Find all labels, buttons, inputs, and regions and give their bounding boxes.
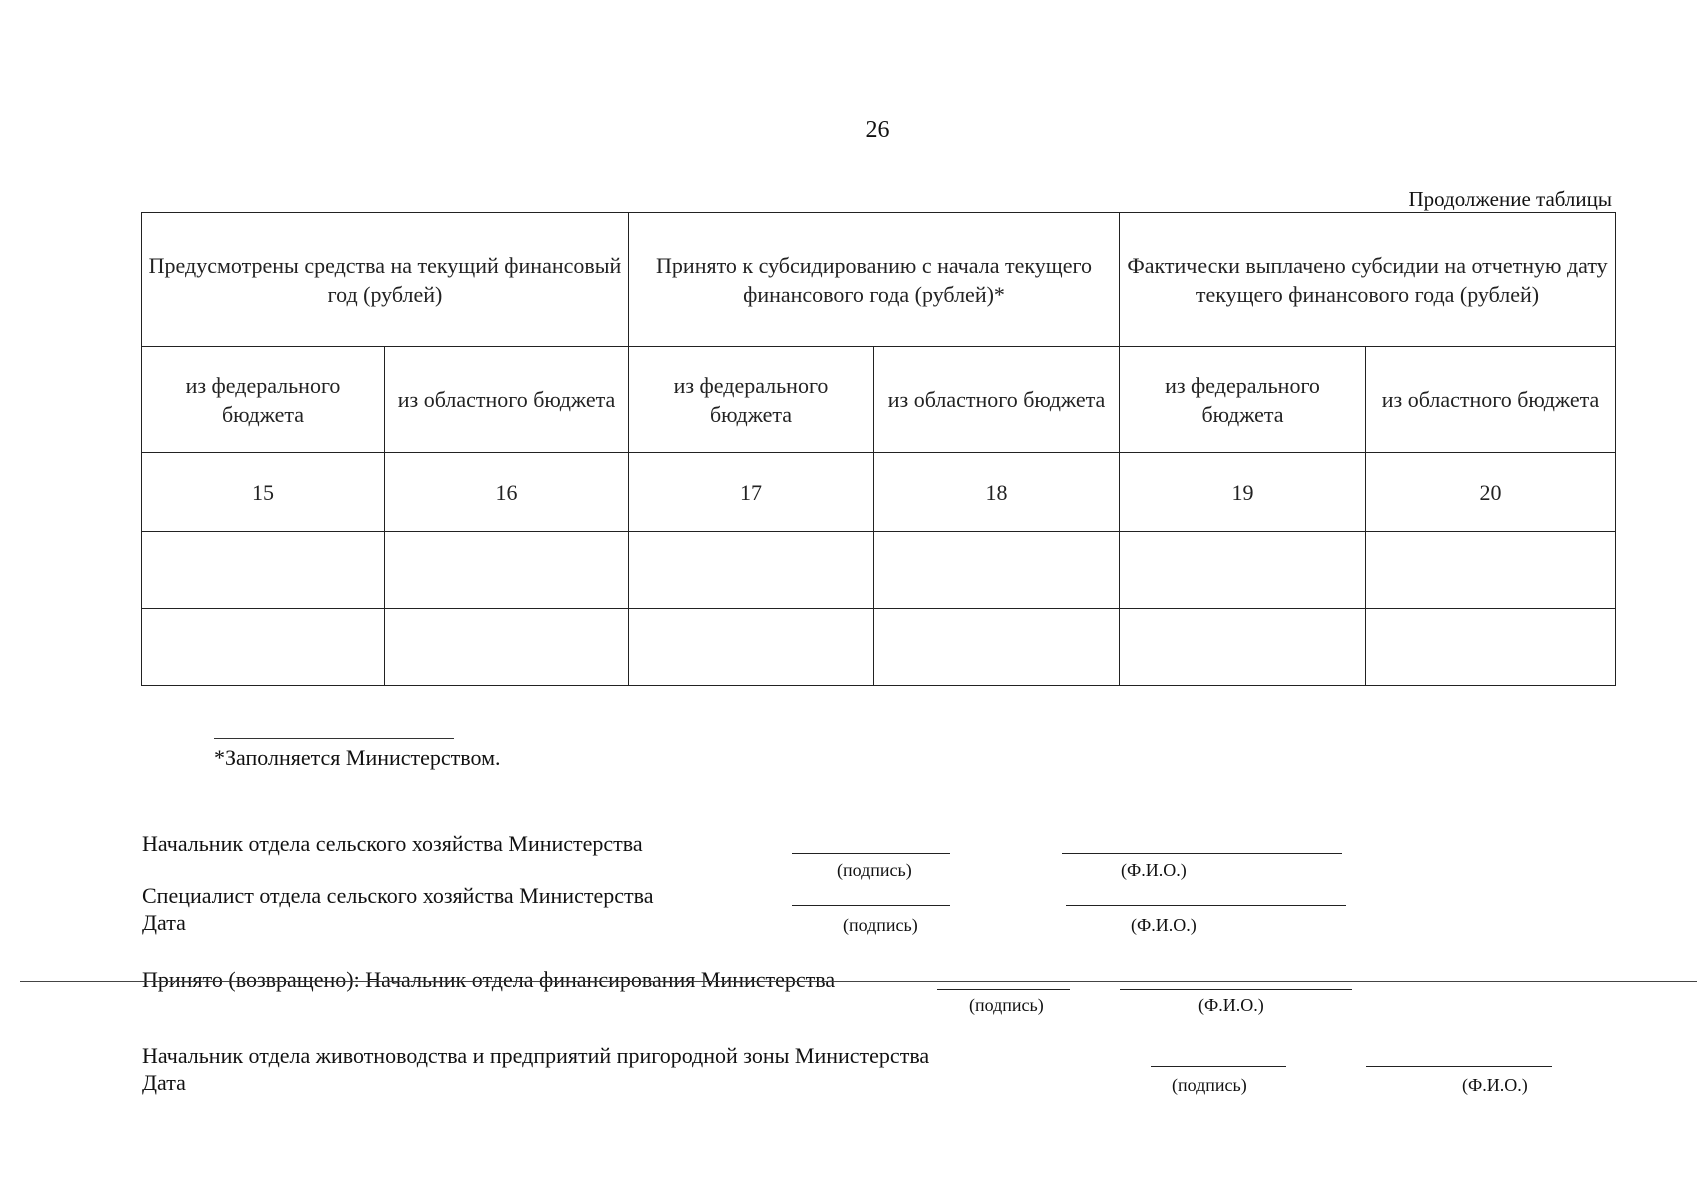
empty-cell — [1366, 609, 1616, 686]
column-number-row — [142, 453, 1616, 532]
subheader-cell: из федерального бюджета — [629, 347, 874, 453]
empty-cell — [1120, 609, 1366, 686]
empty-cell — [874, 532, 1120, 609]
empty-cell — [385, 532, 629, 609]
empty-cell — [874, 609, 1120, 686]
group-header-planned: Предусмотрены средства на текущий финансовый год (рублей) — [142, 213, 629, 347]
column-number: 16 — [385, 453, 629, 532]
table-row — [142, 532, 1616, 609]
footnote: *Заполняется Министерством. — [214, 745, 501, 770]
name-caption: (Ф.И.О.) — [1462, 1075, 1528, 1095]
name-line — [1120, 989, 1352, 990]
empty-cell — [1366, 532, 1616, 609]
date-label: Дата — [142, 910, 186, 935]
signer-role-finance-head: Принято (возвращено): Начальник отдела финансирования Министерства — [142, 967, 836, 992]
name-line — [1366, 1066, 1552, 1067]
table-group-header-row — [142, 213, 1616, 347]
subheader-cell: из областного бюджета — [874, 347, 1120, 453]
subheader-cell: из федерального бюджета — [1120, 347, 1366, 453]
name-caption: (Ф.И.О.) — [1121, 860, 1187, 880]
page-number: 26 — [865, 117, 890, 143]
name-caption: (Ф.И.О.) — [1198, 995, 1264, 1015]
subsidy-table — [141, 212, 1616, 686]
column-number: 18 — [874, 453, 1120, 532]
empty-cell — [142, 609, 385, 686]
empty-cell — [629, 609, 874, 686]
signature-caption: (подпись) — [843, 915, 918, 935]
signer-role-agriculture-specialist: Специалист отдела сельского хозяйства Министерства — [142, 883, 654, 908]
group-header-paid: Фактически выплачено субсидии на отчетную дату текущего финансового года (рублей) — [1120, 213, 1616, 347]
name-line — [1062, 853, 1342, 854]
column-number: 15 — [142, 453, 385, 532]
date-label: Дата — [142, 1070, 186, 1095]
signature-caption: (подпись) — [969, 995, 1044, 1015]
name-caption: (Ф.И.О.) — [1131, 915, 1197, 935]
signature-caption: (подпись) — [1172, 1075, 1247, 1095]
signature-line — [792, 905, 950, 906]
subheader-cell: из областного бюджета — [385, 347, 629, 453]
empty-cell — [385, 609, 629, 686]
table-subheader-row — [142, 347, 1616, 453]
table-row — [142, 609, 1616, 686]
column-number: 19 — [1120, 453, 1366, 532]
subheader-cell: из федерального бюджета — [142, 347, 385, 453]
name-line — [1066, 905, 1346, 906]
signer-role-livestock-head: Начальник отдела животноводства и предприятий пригородной зоны Министерства — [142, 1043, 930, 1068]
empty-cell — [142, 532, 385, 609]
signature-caption: (подпись) — [837, 860, 912, 880]
table-continuation-label: Продолжение таблицы — [1408, 187, 1612, 211]
signature-line — [792, 853, 950, 854]
footnote-divider — [214, 738, 454, 739]
group-header-accepted: Принято к субсидированию с начала текущего финансового года (рублей)* — [629, 213, 1120, 347]
column-number: 17 — [629, 453, 874, 532]
column-number: 20 — [1366, 453, 1616, 532]
subheader-cell: из областного бюджета — [1366, 347, 1616, 453]
empty-cell — [629, 532, 874, 609]
signature-line — [1151, 1066, 1286, 1067]
strikethrough-line — [20, 981, 1697, 982]
signature-line — [937, 989, 1070, 990]
signer-role-agriculture-head: Начальник отдела сельского хозяйства Министерства — [142, 831, 643, 856]
empty-cell — [1120, 532, 1366, 609]
